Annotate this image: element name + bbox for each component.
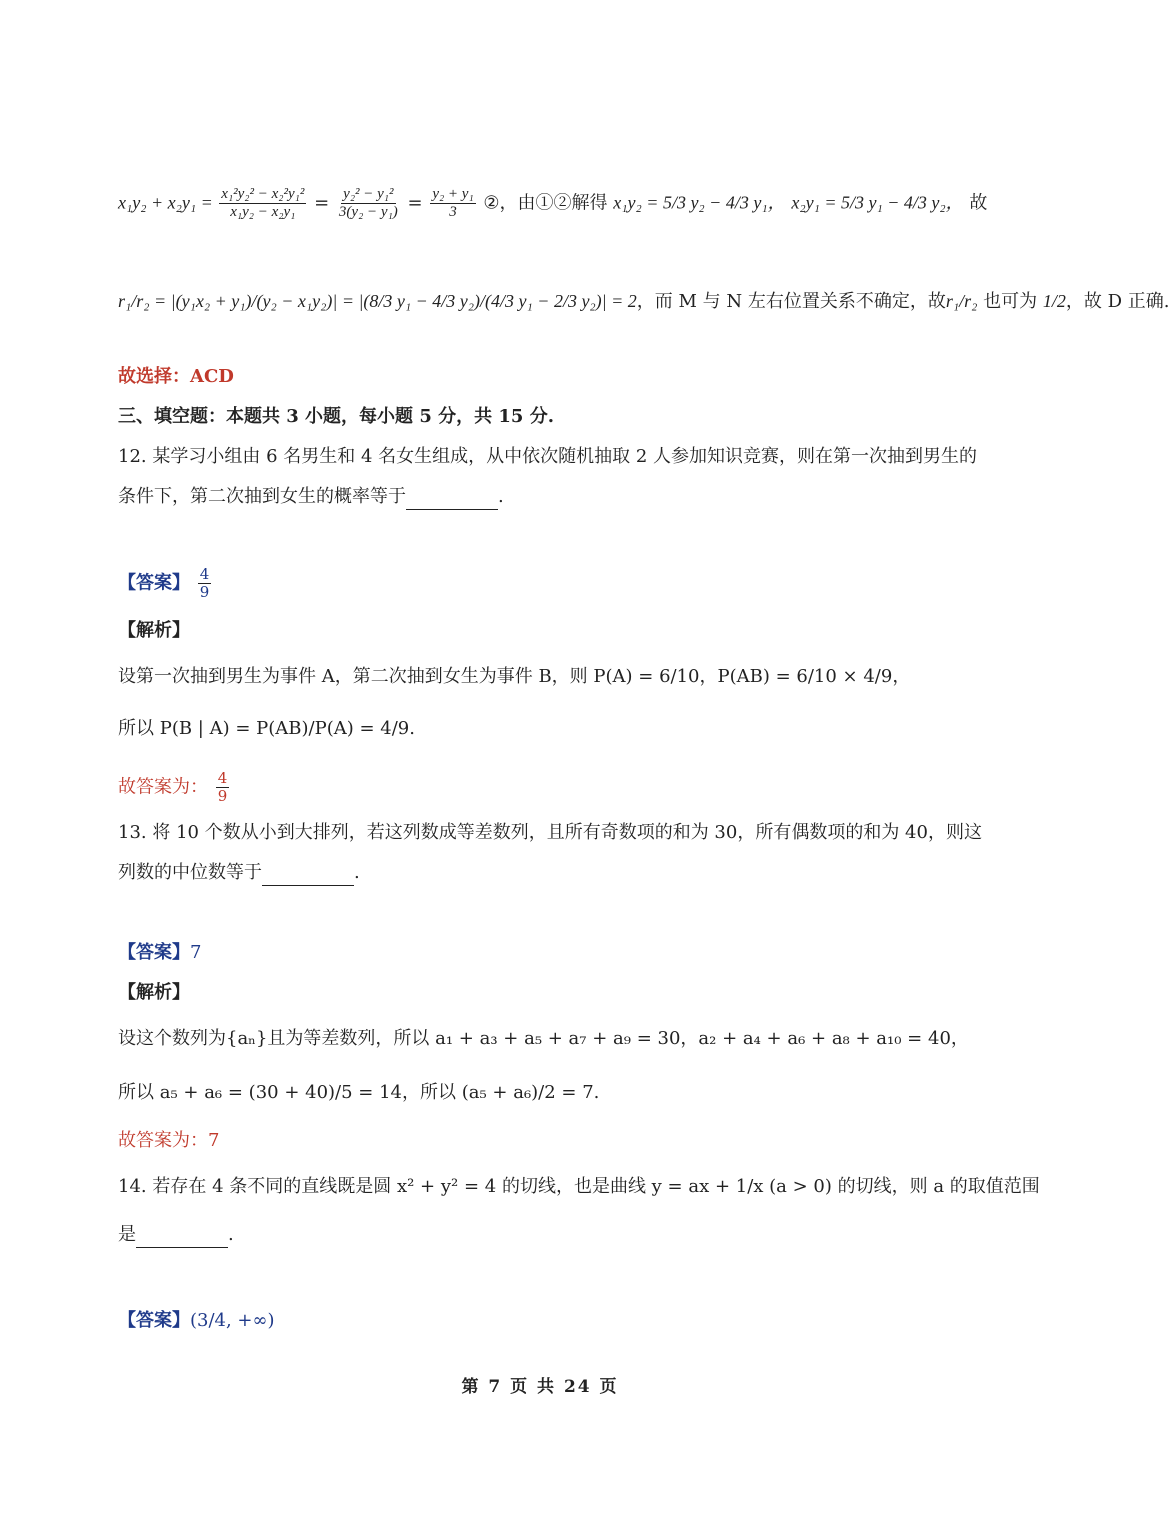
fraction-numerator: 4 xyxy=(217,769,228,787)
solution-1: x₁y₂ = 5/3 y₂ − 4/3 y₁， xyxy=(613,192,786,213)
fraction xyxy=(337,186,400,221)
answer-label: 【答案】 xyxy=(118,572,190,594)
fraction-numerator: y₂² − y₁² xyxy=(343,186,394,202)
ratio-expression: r₁/r₂ = |(y₁x₂ + y₁)/(y₂ − x₁y₂)| = |(8/3 y₁ − 4/3 y₂)/(4/3 y₁ − 2/3 y₂)| = 2 xyxy=(118,291,637,311)
q12-text-2: 条件下，第二次抽到女生的概率等于 xyxy=(118,486,406,507)
q13-text-line-1: 13. 将 10 个数从小到大排列，若这列数成等差数列，且所有奇数项的和为 30，所有偶数项的和为 40，则这 xyxy=(118,822,982,843)
answer-blank xyxy=(136,1229,228,1248)
final-label: 故答案为： xyxy=(118,776,208,798)
q13-solution-line-2: 所以 a₅ + a₆ = (30 + 40)/5 = 14，所以 (a₅ + a₆)/2 = 7. xyxy=(118,1082,600,1103)
q13-text-2: 列数的中位数等于 xyxy=(118,862,262,883)
fraction-denominator: 9 xyxy=(217,787,228,805)
q12-text-line-2: 条件下，第二次抽到女生的概率等于 . xyxy=(118,484,962,510)
fraction-numerator: y₂ + y₁ xyxy=(432,186,474,202)
fraction-denominator: 3(y₂ − y₁) xyxy=(338,204,398,220)
proof-text: ②，由①②解得 xyxy=(483,192,608,214)
answer-fraction xyxy=(198,566,212,601)
answer-blank xyxy=(406,491,498,510)
fraction xyxy=(219,186,306,221)
q14-text-line-1: 14. 若存在 4 条不同的直线既是圆 x² + y² = 4 的切线，也是曲线 y = ax + 1/x (a > 0) 的切线，则 a 的取值范围 xyxy=(118,1176,1040,1197)
answer-label: 【答案】 xyxy=(118,1310,190,1331)
solution-2: x₂y₁ = 5/3 y₁ − 4/3 y₂， xyxy=(791,192,964,213)
q13-final: 故答案为：7 xyxy=(118,1130,220,1151)
half-value: 1/2 xyxy=(1042,291,1066,311)
proof-text: ，而 M 与 N 左右位置关系不确定，故 xyxy=(636,291,946,312)
q13-solution-line-1: 设这个数列为{aₙ}且为等差数列，所以 a₁ + a₃ + a₅ + a₇ + a₉ = 30，a₂ + a₄ + a₆ + a₈ + a₁₀ = 40， xyxy=(118,1028,969,1049)
fraction-denominator: 9 xyxy=(199,583,210,601)
fraction xyxy=(430,186,475,221)
q14-text-2: 是 xyxy=(118,1224,136,1245)
final-fraction xyxy=(216,770,230,805)
proof-end: 故 xyxy=(969,192,988,214)
q14-text-line-2: 是 . xyxy=(118,1222,962,1248)
q12-final xyxy=(118,770,962,805)
page-footer: 第 7 页 共 24 页 xyxy=(461,1377,619,1397)
q12-solution-line-2: 所以 P(B | A) = P(AB)/P(A) = 4/9. xyxy=(118,718,415,739)
analysis-label: 【解析】 xyxy=(118,982,190,1003)
answer-value: 7 xyxy=(190,942,202,963)
q12-solution-line-1: 设第一次抽到男生为事件 A，第二次抽到女生为事件 B，则 P(A) = 6/10，P(AB) = 6/10 × 4/9， xyxy=(118,666,911,687)
choice-answer: 故选择：ACD xyxy=(118,366,234,387)
q14-answer xyxy=(118,1308,962,1334)
fraction-numerator: x₁²y₂² − x₂²y₁² xyxy=(221,186,305,202)
answer-value: (3/4, +∞) xyxy=(190,1310,275,1331)
proof-text-2: 也可为 xyxy=(983,291,1038,312)
q12-answer xyxy=(118,566,962,601)
q12-text-line-1: 12. 某学习小组由 6 名男生和 4 名女生组成，从中依次随机抽取 2 人参加知识竞赛，则在第一次抽到男生的 xyxy=(118,446,978,467)
answer-blank xyxy=(262,867,354,886)
proof-expr: x₁y₂ + x₂y₁ = xyxy=(118,192,218,213)
fraction-numerator: 4 xyxy=(199,565,210,583)
ratio-expression-2: r₁/r₂ xyxy=(945,291,978,311)
q13-answer xyxy=(118,940,962,966)
section-heading: 三、填空题：本题共 3 小题，每小题 5 分，共 15 分. xyxy=(118,406,554,427)
q13-text-line-2: 列数的中位数等于 . xyxy=(118,860,962,886)
answer-label: 【答案】 xyxy=(118,942,190,963)
fraction-denominator: 3 xyxy=(449,204,457,220)
analysis-label: 【解析】 xyxy=(118,620,190,641)
proof-line-2 xyxy=(118,288,1169,315)
proof-end: ，故 D 正确. xyxy=(1065,291,1169,312)
fraction-denominator: x₁y₂ − x₂y₁ xyxy=(230,204,296,220)
proof-line-1: x₁y₂ + x₂y₁ = $\frac{\text{x₁²y₂² − x₂²y₁²}}{\text{x₁y₂ − x₂y₁}}$ = $\frac{\text{y₂² − y₁²}}{\text{3(y₂ − y₁)}}$ = $\frac{\text{y₂ + y₁}}{3}$ ②，由①②解得 x₁y₂ = 5/3 y₂ − 4/3 y₁， x₂y₁ = 5/3 y₁ − 4/3 y₂， 故 xyxy=(118,186,988,220)
